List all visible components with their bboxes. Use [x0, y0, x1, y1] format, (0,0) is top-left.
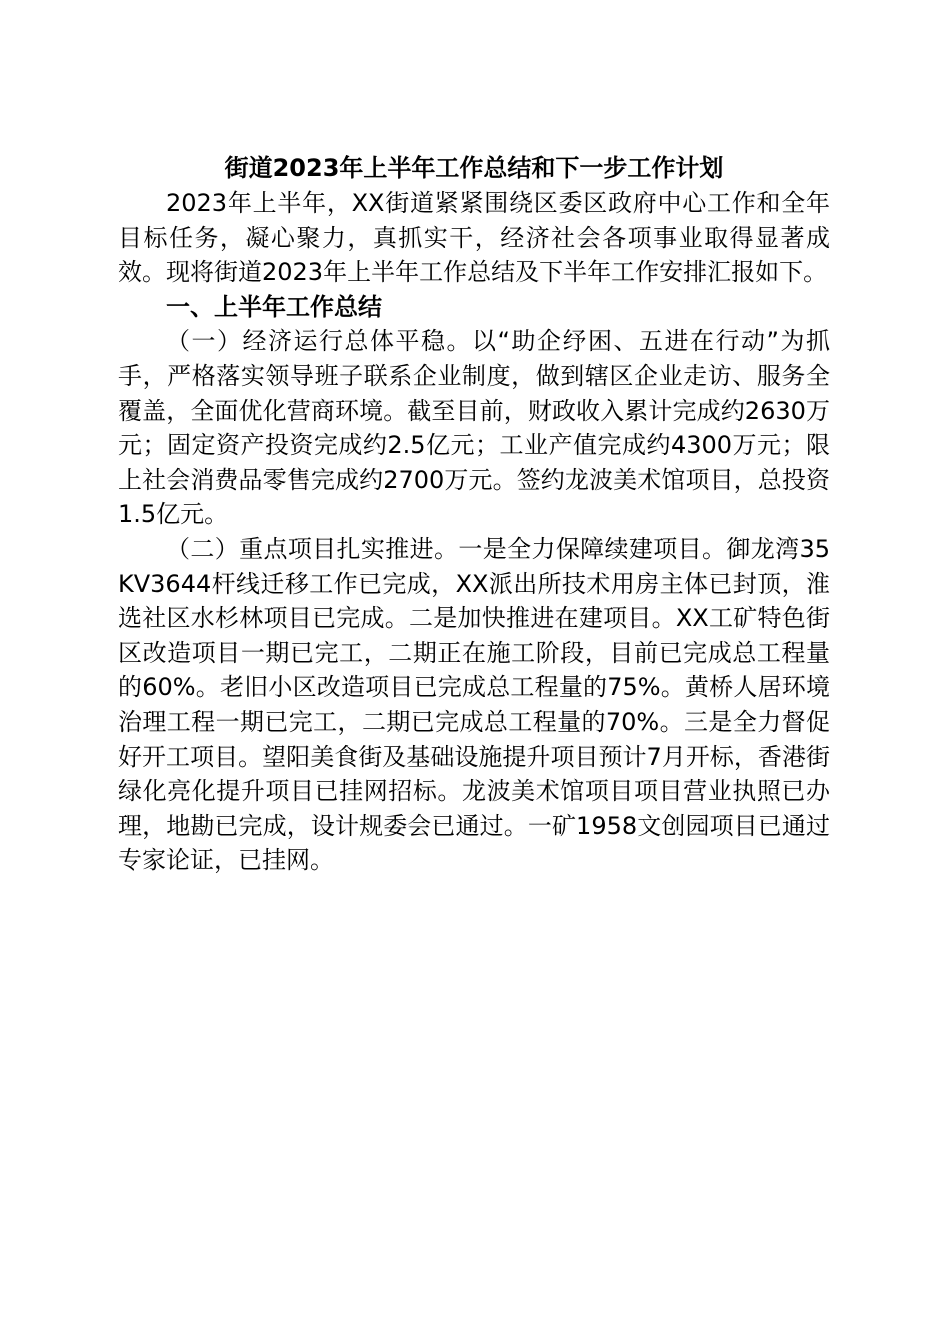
section-heading-summary: 一、上半年工作总结	[166, 292, 382, 321]
document-title: 街道2023年上半年工作总结和下一步工作计划	[224, 154, 724, 182]
intro-paragraph: 2023年上半年，XX街道紧紧围绕区委区政府中心工作和全年目标任务，凝心聚力，真抓实干，经济社会各项事业取得显著成效。现将街道2023年上半年工作总结及下半年工作安排汇报如下。	[118, 189, 830, 287]
document-page	[118, 150, 830, 878]
subsection-economy-paragraph: （一）经济运行总体平稳。以“助企纾困、五进在行动”为抓手，严格落实领导班子联系企业制度，做到辖区企业走访、服务全覆盖，全面优化营商环境。截至目前，财政收入累计完成约2630万元；固定资产投资完成约2.5亿元；工业产值完成约4300万元；限上社会消费品零售完成约2700万元。签约龙波美术馆项目，总投资1.5亿元。	[118, 327, 830, 529]
subsection-projects-paragraph: （二）重点项目扎实推进。一是全力保障续建项目。御龙湾35KV3644杆线迁移工作已完成，XX派出所技术用房主体已封顶，淮选社区水杉林项目已完成。二是加快推进在建项目。XX工矿特色街区改造项目一期已完工，二期正在施工阶段，目前已完成总工程量的60%。老旧小区改造项目已完成总工程量的75%。黄桥人居环境治理工程一期已完工，二期已完成总工程量的70%。三是全力督促好开工项目。望阳美食街及基础设施提升项目预计7月开标，香港街绿化亮化提升项目已挂网招标。龙波美术馆项目项目营业执照已办理，地勘已完成，设计规委会已通过。一矿1958文创园项目已通过专家论证，已挂网。	[118, 534, 830, 875]
